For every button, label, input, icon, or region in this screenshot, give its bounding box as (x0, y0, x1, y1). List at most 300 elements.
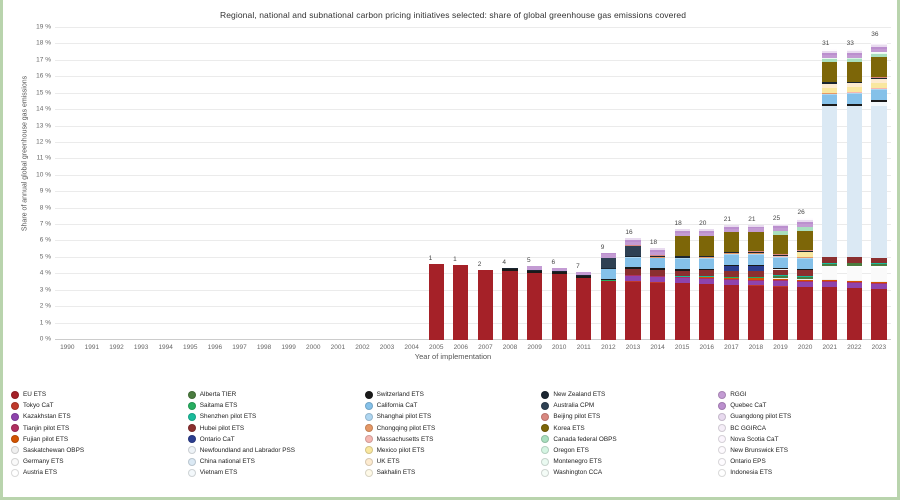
bar-segment (797, 259, 812, 269)
bar-value-label: 21 (723, 215, 731, 223)
legend-column (541, 390, 718, 477)
legend-item-label: UK ETS (376, 458, 400, 466)
bar-segment (871, 57, 886, 77)
bar-value-label: 26 (797, 209, 805, 217)
stacked-bar[interactable] (871, 31, 886, 340)
x-axis-tick: 1996 (207, 344, 223, 351)
legend-color-swatch-icon (188, 391, 196, 399)
bar-segment (871, 289, 886, 340)
legend-color-swatch-icon (188, 402, 196, 410)
bar-value-label: 36 (871, 31, 879, 39)
stacked-bar[interactable] (502, 259, 517, 340)
bar-segment (724, 285, 739, 340)
legend-item[interactable] (541, 401, 718, 410)
x-axis-tick: 2016 (699, 344, 714, 351)
legend-item-label: EU ETS (23, 391, 47, 398)
bar-segment (822, 106, 837, 257)
legend-item[interactable] (541, 468, 718, 477)
bar-value-label: 20 (699, 220, 707, 228)
bar-column[interactable] (768, 28, 793, 351)
bar-segment (773, 287, 788, 340)
x-axis-tick: 1992 (109, 344, 124, 351)
bar-column[interactable] (621, 28, 646, 351)
bar-column[interactable] (449, 28, 474, 351)
legend-item[interactable] (11, 457, 188, 466)
x-axis-tick: 2003 (379, 344, 395, 351)
legend-color-swatch-icon (11, 435, 19, 443)
legend-item[interactable] (365, 412, 542, 421)
legend-item[interactable] (11, 446, 188, 455)
legend-item[interactable] (541, 390, 718, 399)
y-axis-tick: 8 % (39, 204, 51, 212)
y-axis-tick: 5 % (39, 253, 51, 261)
y-axis-tick: 4 % (39, 269, 51, 277)
x-axis-tick: 2015 (674, 344, 690, 351)
plot-area (36, 23, 891, 351)
legend-item[interactable] (365, 446, 542, 455)
legend-color-swatch-icon (11, 446, 19, 454)
bar-segment (773, 258, 788, 268)
bar-segment (699, 284, 714, 340)
stacked-bar[interactable] (649, 239, 665, 340)
y-axis-tick: 0 % (39, 335, 51, 343)
legend-item[interactable] (365, 435, 542, 444)
bar-value-label: 5 (526, 257, 531, 265)
y-axis-tick: 18 % (36, 39, 51, 47)
bar-segment (552, 274, 567, 340)
bar-value-label: 18 (674, 220, 682, 228)
y-axis-tick: 17 % (36, 56, 51, 64)
legend-item-label: Canada federal OBPS (553, 435, 617, 443)
legend-item-label: Nova Scotia CaT (730, 435, 779, 443)
legend-item-label: Australia CPM (553, 402, 595, 410)
y-axis-tick: 10 % (36, 171, 51, 179)
legend-column (365, 390, 542, 477)
stacked-bar[interactable] (797, 209, 812, 340)
bar-segment (429, 264, 444, 340)
stacked-bar[interactable] (453, 256, 468, 340)
bar-segment (478, 270, 493, 340)
corner-mark (889, 8, 891, 17)
chart-title: Regional, national and subnational carbon pricing initiatives selected: share of global greenhouse gas emissions covered (219, 10, 687, 20)
bar-value-label: 18 (649, 239, 658, 247)
stacked-bar[interactable] (625, 229, 640, 340)
legend-item[interactable] (188, 390, 365, 399)
bar-value-label: 33 (846, 39, 854, 47)
stacked-bar[interactable] (428, 255, 444, 340)
legend-color-swatch-icon (718, 424, 726, 432)
bar-segment (871, 106, 886, 257)
bar-column[interactable] (571, 28, 596, 351)
bar-value-label: 21 (748, 215, 756, 223)
bar-column[interactable] (522, 28, 547, 351)
stacked-bar[interactable] (748, 215, 763, 340)
legend-item-label: Oregon ETS (553, 446, 589, 454)
legend-item[interactable] (188, 412, 365, 421)
x-axis-tick: 2005 (428, 344, 444, 351)
legend-item[interactable] (11, 424, 188, 433)
legend-item[interactable] (718, 412, 895, 421)
legend-color-swatch-icon (541, 391, 549, 399)
y-axis-tick: 14 % (36, 105, 51, 113)
y-axis-tick: 2 % (39, 302, 51, 310)
x-axis-tick: 1990 (60, 344, 75, 351)
bar-column[interactable] (55, 28, 80, 351)
bar-segment (773, 235, 788, 255)
x-axis-tick: 2000 (306, 344, 321, 351)
legend-item[interactable] (718, 401, 895, 410)
legend-item[interactable] (11, 401, 188, 410)
bar-segment (650, 258, 665, 268)
y-axis-tick: 1 % (39, 319, 51, 327)
legend-item[interactable] (188, 424, 365, 433)
x-axis-tick: 2017 (724, 344, 739, 351)
legend-item-label: Tianjin pilot ETS (23, 424, 70, 432)
legend-item-label: New Zealand ETS (553, 391, 606, 398)
x-axis-tick: 2007 (478, 344, 493, 351)
x-axis-tick: 1995 (183, 344, 198, 351)
legend-item[interactable] (188, 446, 365, 455)
legend-color-swatch-icon (188, 413, 196, 421)
stacked-bar[interactable] (846, 39, 862, 340)
legend-item-label: Ontario CaT (199, 435, 235, 443)
legend-item[interactable] (365, 401, 542, 410)
bar-segment (601, 281, 616, 340)
legend-item[interactable] (718, 435, 895, 444)
legend-item-label: Sakhalin ETS (376, 469, 416, 477)
legend-color-swatch-icon (365, 424, 373, 432)
bar-segment (871, 90, 886, 100)
bar-column[interactable] (694, 28, 719, 351)
bar-segment (822, 95, 837, 105)
legend-item[interactable] (365, 424, 542, 433)
legend-item-label: Beijing pilot ETS (553, 413, 601, 421)
legend-item-label: Massachusetts ETS (376, 435, 434, 443)
legend-item-label: Vietnam ETS (199, 469, 238, 477)
bar-segment (724, 255, 739, 265)
stacked-bar[interactable] (772, 214, 788, 340)
bar-column[interactable] (178, 28, 203, 351)
stacked-bar[interactable] (600, 243, 616, 340)
legend-item-label: RGGI (730, 391, 747, 398)
y-axis-tick: 15 % (36, 89, 51, 97)
legend-item[interactable] (11, 435, 188, 444)
legend-item-label: California CaT (376, 402, 418, 410)
legend-color-swatch-icon (365, 458, 373, 466)
legend-item[interactable] (718, 468, 895, 477)
bar-segment (453, 265, 468, 340)
bar-column[interactable] (744, 28, 769, 351)
x-axis-tick: 2006 (453, 344, 469, 351)
x-axis-tick: 1997 (232, 344, 247, 351)
legend-item[interactable] (11, 390, 188, 399)
bar-column[interactable] (817, 28, 842, 351)
legend-color-swatch-icon (365, 391, 373, 399)
stacked-bar[interactable] (526, 257, 542, 340)
stacked-bar[interactable] (674, 220, 690, 340)
legend-color-swatch-icon (718, 458, 726, 466)
bar-value-label: 2 (477, 261, 482, 269)
legend-item-label: Saskatchewan OBPS (23, 446, 85, 454)
legend-item-label: Hubei pilot ETS (199, 424, 245, 432)
legend-item[interactable] (365, 457, 542, 466)
bar-value-label: 1 (428, 255, 433, 263)
legend-item-label: Washington CCA (553, 469, 603, 477)
legend-item-label: BC GGIRCA (730, 424, 767, 432)
x-axis-tick: 2014 (650, 344, 665, 351)
bar-column[interactable] (473, 28, 498, 351)
stacked-bar[interactable] (576, 262, 591, 340)
x-axis-tick: 1991 (84, 344, 100, 351)
legend-item[interactable] (188, 401, 365, 410)
legend-item-label: China national ETS (199, 458, 255, 466)
bar-segment (675, 236, 690, 256)
legend-item[interactable] (11, 412, 188, 421)
y-axis-tick: 6 % (39, 236, 51, 244)
legend-item-label: Indonesia ETS (730, 469, 773, 477)
legend-item[interactable] (718, 457, 895, 466)
bar-column[interactable] (719, 28, 744, 351)
bar-segment (822, 287, 837, 340)
bar-segment (625, 258, 640, 268)
bar-series-container (55, 28, 891, 351)
bar-column[interactable] (80, 28, 105, 351)
legend-color-swatch-icon (365, 435, 373, 443)
legend-color-swatch-icon (541, 424, 549, 432)
legend-item[interactable] (718, 424, 895, 433)
bar-segment (871, 268, 886, 281)
bar-value-label: 31 (822, 40, 830, 48)
legend-color-swatch-icon (11, 413, 19, 421)
bar-value-label: 6 (551, 258, 556, 266)
bar-segment (675, 283, 690, 340)
legend-item[interactable] (541, 435, 718, 444)
legend-item[interactable] (541, 457, 718, 466)
legend-color-swatch-icon (188, 446, 196, 454)
legend-item[interactable] (541, 424, 718, 433)
y-axis-tick: 7 % (39, 220, 51, 228)
legend-color-swatch-icon (11, 469, 19, 477)
legend-item-label: Mexico pilot ETS (376, 446, 425, 454)
bar-value-label: 1 (453, 256, 457, 264)
legend-item-label: Quebec CaT (730, 402, 767, 410)
x-axis-tick: 2002 (355, 344, 370, 351)
bar-segment (847, 106, 862, 257)
bar-column[interactable] (252, 28, 277, 351)
bar-column[interactable] (867, 28, 892, 351)
bar-segment (847, 288, 862, 340)
legend-item-label: Guangdong pilot ETS (730, 413, 792, 421)
stacked-bar[interactable] (477, 261, 493, 340)
bar-segment (822, 62, 837, 82)
bar-segment (847, 62, 862, 82)
legend-column (718, 390, 895, 477)
y-axis-label: Share of annual global greenhouse gas emissions (21, 75, 29, 232)
stacked-bar[interactable] (699, 220, 714, 340)
bar-column[interactable] (301, 28, 326, 351)
bar-column[interactable] (793, 28, 818, 351)
stacked-bar[interactable] (822, 40, 837, 340)
bar-segment (625, 246, 640, 256)
bar-column[interactable] (596, 28, 621, 351)
bar-value-label: 25 (772, 214, 781, 222)
x-axis-tick: 2011 (576, 344, 591, 351)
legend-item[interactable] (718, 390, 895, 399)
legend-color-swatch-icon (188, 469, 196, 477)
legend-color-swatch-icon (718, 435, 726, 443)
x-axis-tick: 2001 (330, 344, 346, 351)
legend-color-swatch-icon (11, 424, 19, 432)
bar-segment (748, 286, 763, 340)
legend-color-swatch-icon (188, 435, 196, 443)
bar-column[interactable] (129, 28, 154, 351)
stacked-bar[interactable] (551, 258, 567, 340)
legend-color-swatch-icon (541, 402, 549, 410)
legend-item-label: Alberta TIER (199, 391, 237, 398)
x-axis-tick: 2020 (797, 344, 813, 351)
y-axis-tick: 12 % (36, 138, 51, 146)
y-axis-tick: 11 % (36, 154, 51, 162)
bar-segment (699, 259, 714, 269)
legend-item[interactable] (188, 468, 365, 477)
legend-color-swatch-icon (541, 458, 549, 466)
legend-color-swatch-icon (11, 391, 19, 399)
legend-item[interactable] (541, 446, 718, 455)
legend-item-label: Korea ETS (553, 424, 585, 432)
legend-color-swatch-icon (365, 469, 373, 477)
bar-column[interactable] (547, 28, 572, 351)
bar-segment (576, 278, 591, 340)
legend-color-swatch-icon (718, 391, 726, 399)
bar-segment (699, 236, 714, 256)
bar-value-label: 7 (576, 262, 580, 270)
legend-item-label: Ontario EPS (730, 458, 766, 466)
bar-column[interactable] (375, 28, 400, 351)
bar-value-label: 4 (502, 259, 506, 267)
stacked-bar[interactable] (723, 215, 739, 340)
legend-item[interactable] (365, 390, 542, 399)
x-axis-tick: 2013 (625, 344, 641, 351)
x-axis-tick: 2018 (748, 344, 764, 351)
legend-item-label: Switzerland ETS (376, 391, 424, 398)
legend-color-swatch-icon (365, 413, 373, 421)
x-axis-tick: 2019 (773, 344, 788, 351)
legend-item-label: Saitama ETS (199, 402, 238, 410)
legend-item-label: Kazakhstan ETS (23, 413, 71, 421)
bar-segment (601, 269, 616, 279)
legend-color-swatch-icon (11, 458, 19, 466)
legend-item[interactable] (188, 457, 365, 466)
x-axis-tick: 2008 (502, 344, 518, 351)
bar-segment (797, 231, 812, 251)
legend-item[interactable] (718, 446, 895, 455)
legend-color-swatch-icon (718, 469, 726, 477)
bar-column[interactable] (670, 28, 695, 351)
y-axis-tick: 13 % (36, 122, 51, 130)
x-axis-tick: 1998 (256, 344, 272, 351)
legend-color-swatch-icon (365, 402, 373, 410)
chart-legend (11, 390, 895, 477)
x-axis-tick: 2023 (871, 344, 887, 351)
legend-color-swatch-icon (541, 469, 549, 477)
legend-item-label: Chongqing pilot ETS (376, 424, 436, 432)
legend-item-label: Shenzhen pilot ETS (199, 413, 257, 421)
bar-segment (797, 287, 812, 340)
bar-segment (675, 259, 690, 269)
legend-color-swatch-icon (11, 402, 19, 410)
bar-column[interactable] (276, 28, 301, 351)
x-axis-tick: 2022 (847, 344, 862, 351)
legend-color-swatch-icon (541, 413, 549, 421)
x-axis-label: Year of implementation (414, 352, 492, 361)
legend-item[interactable] (188, 435, 365, 444)
legend-color-swatch-icon (718, 446, 726, 454)
legend-color-swatch-icon (541, 446, 549, 454)
legend-color-swatch-icon (365, 446, 373, 454)
bar-segment (625, 282, 640, 340)
legend-item[interactable] (541, 412, 718, 421)
legend-column (188, 390, 365, 477)
x-axis-tick: 2010 (551, 344, 567, 351)
x-axis-tick: 2012 (601, 344, 616, 351)
bar-column[interactable] (424, 28, 449, 351)
bar-column[interactable] (227, 28, 252, 351)
legend-item-label: Tokyo CaT (23, 402, 54, 410)
x-axis-tick: 2004 (404, 344, 419, 351)
legend-item[interactable] (11, 468, 188, 477)
x-axis-tick: 2009 (527, 344, 542, 351)
bar-segment (822, 266, 837, 279)
legend-item-label: Shanghai pilot ETS (376, 413, 432, 421)
bar-column[interactable] (350, 28, 375, 351)
bar-segment (748, 255, 763, 265)
bar-segment (847, 94, 862, 104)
bar-segment (527, 273, 542, 340)
legend-item-label: Austria ETS (23, 469, 58, 477)
bar-segment (748, 232, 763, 252)
legend-color-swatch-icon (718, 413, 726, 421)
x-axis-tick: 1999 (281, 344, 296, 351)
bar-column[interactable] (326, 28, 351, 351)
x-axis-tick: 1993 (133, 344, 149, 351)
legend-item-label: Montenegro ETS (553, 458, 602, 466)
bar-column[interactable] (645, 28, 670, 351)
bar-value-label: 16 (625, 229, 633, 237)
bar-column[interactable] (842, 28, 867, 351)
y-axis-tick: 16 % (36, 72, 51, 80)
legend-color-swatch-icon (718, 402, 726, 410)
bar-column[interactable] (104, 28, 129, 351)
legend-column (11, 390, 188, 477)
bar-segment (650, 283, 665, 340)
bar-segment (724, 232, 739, 252)
bar-segment (502, 271, 517, 340)
legend-color-swatch-icon (188, 458, 196, 466)
bar-column[interactable] (153, 28, 178, 351)
legend-item-label: Fujian pilot ETS (23, 435, 69, 443)
legend-item-label: Germany ETS (23, 458, 64, 466)
x-axis-tick: 1994 (158, 344, 173, 351)
bar-column[interactable] (399, 28, 424, 351)
y-axis-tick: 9 % (39, 187, 51, 195)
legend-item-label: New Brunswick ETS (730, 446, 789, 454)
legend-item[interactable] (365, 468, 542, 477)
bar-value-label: 9 (600, 243, 605, 251)
legend-color-swatch-icon (541, 435, 549, 443)
y-axis-tick: 3 % (39, 286, 51, 294)
bar-column[interactable] (498, 28, 523, 351)
bar-column[interactable] (203, 28, 228, 351)
